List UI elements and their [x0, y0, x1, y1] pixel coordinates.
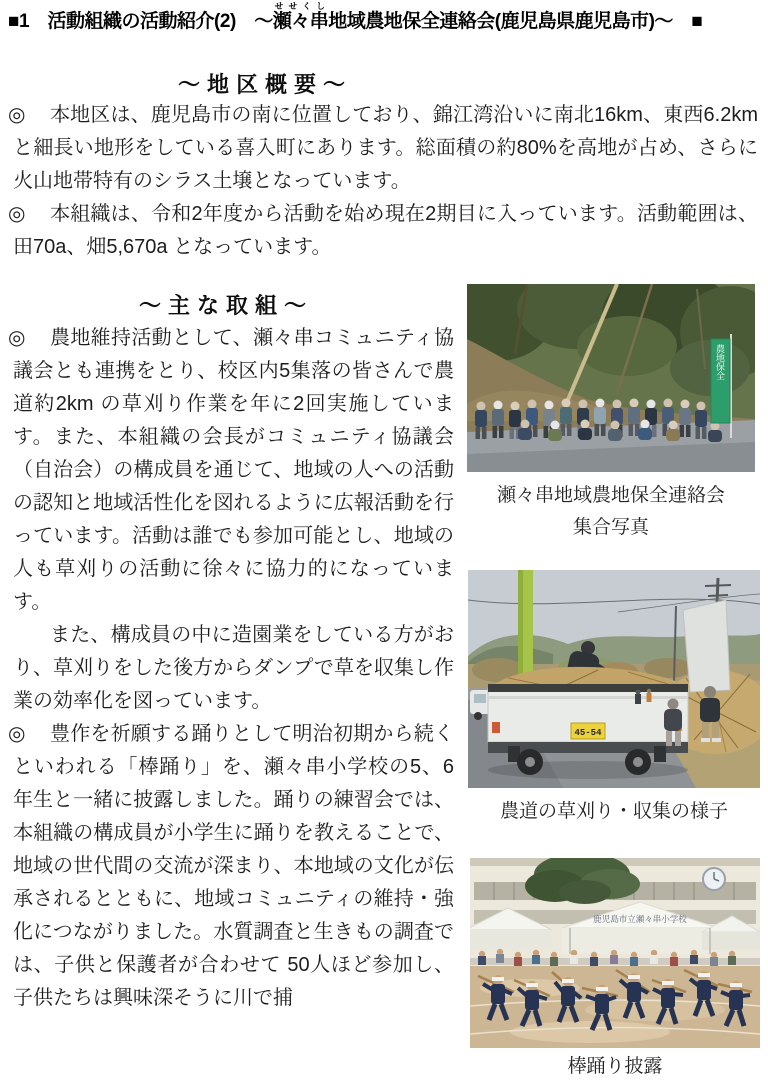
title-ruby	[272, 1, 329, 32]
paragraph-text: 本地区は、鹿児島市の南に位置しており、錦江湾沿いに南北16km、東西6.2kmと細長い地形をしている喜入町にあります。総面積の約80%を高地が占め、さらに火山地帯特有のシラス土壌となっています。	[13, 104, 758, 192]
paragraph-text: 農地維持活動として、瀬々串コミュニティ協議会とも連携をとり、校区内5集落の皆さんで農道約2km の草刈り作業を年に2回実施しています。また、本組織の会長がコミュニティ協議会（自治会）の構成員を通じて、地域の人への活動の認知と地域活性化を図れるように広報活動を行っています。活動は誰でも参加可能とし、地域の人も草刈りの活動に徐々に協力的になっています。	[13, 327, 454, 613]
paragraph	[8, 619, 454, 718]
license-plate-text: 45-54	[574, 728, 602, 738]
title-prefix: ■1 活動組織の活動紹介(2) ～	[8, 11, 273, 32]
paragraph	[8, 322, 454, 619]
paragraph-marker: ◎	[8, 203, 26, 225]
banner-text: 農地保全	[715, 344, 725, 380]
photo-caption	[467, 480, 755, 544]
paragraph	[8, 198, 758, 264]
document-title	[8, 1, 764, 37]
paragraph-text: 豊作を祈願する踊りとして明治初期から続くといわれる「棒踊り」を、瀬々串小学校の5、6年生と一緒に披露しました。踊りの練習会では、本組織の構成員が小学生に踊りを教えることで、地域の世代間の交流が深まり、本地域の文化が伝承されるとともに、地域コミュニティの維持・強化につながりました。水質調査と生きもの調査では、子供と保護者が合わせて 50人ほど参加し、子供たちは興味深そうに川で捕	[13, 723, 454, 1009]
activities-heading: ～主な取組～	[138, 293, 313, 318]
group-photo-illustration	[467, 284, 755, 472]
paragraph-text: 本組織は、令和2年度から活動を始め現在2期目に入っています。活動範囲は、田70a、畑5,670a となっています。	[13, 203, 758, 258]
paragraph	[8, 99, 758, 198]
mowing-photo-image	[468, 570, 760, 788]
photo-caption	[468, 796, 760, 828]
dance-photo-image	[470, 858, 760, 1048]
overview-heading: ～地区概要～	[177, 72, 352, 97]
paragraph-marker: ◎	[8, 723, 26, 745]
dance-photo-illustration	[470, 858, 760, 1048]
title-ruby-base: 瀬々串	[272, 11, 329, 32]
caption-line: 集合写真	[572, 517, 649, 538]
activities-paragraphs	[8, 322, 454, 1015]
caption-line: 瀬々串地域農地保全連絡会	[496, 485, 725, 506]
paragraph-text: また、構成員の中に造園業をしている方がおり、草刈りをした後方からダンプで草を収集し作業の効率化を図っています。	[13, 624, 454, 712]
tent-banner-text: 鹿児島市立瀬々串小学校	[593, 914, 687, 924]
caption-line: 棒踊り披露	[567, 1056, 663, 1077]
paragraph	[8, 718, 454, 1015]
group-photo-image	[467, 284, 755, 472]
tree	[525, 858, 640, 904]
photo-caption	[470, 1051, 760, 1083]
title-ruby-text: せせくし	[272, 1, 329, 11]
title-suffix: 地域農地保全連絡会(鹿児島県鹿児島市)～ ■	[328, 11, 703, 32]
caption-line: 農道の草刈り・収集の様子	[499, 801, 728, 822]
overview-paragraphs	[8, 99, 758, 264]
paragraph-marker: ◎	[8, 327, 26, 349]
mowing-photo-illustration	[468, 570, 760, 788]
paragraph-marker: ◎	[8, 104, 26, 126]
dump-truck	[488, 684, 688, 779]
